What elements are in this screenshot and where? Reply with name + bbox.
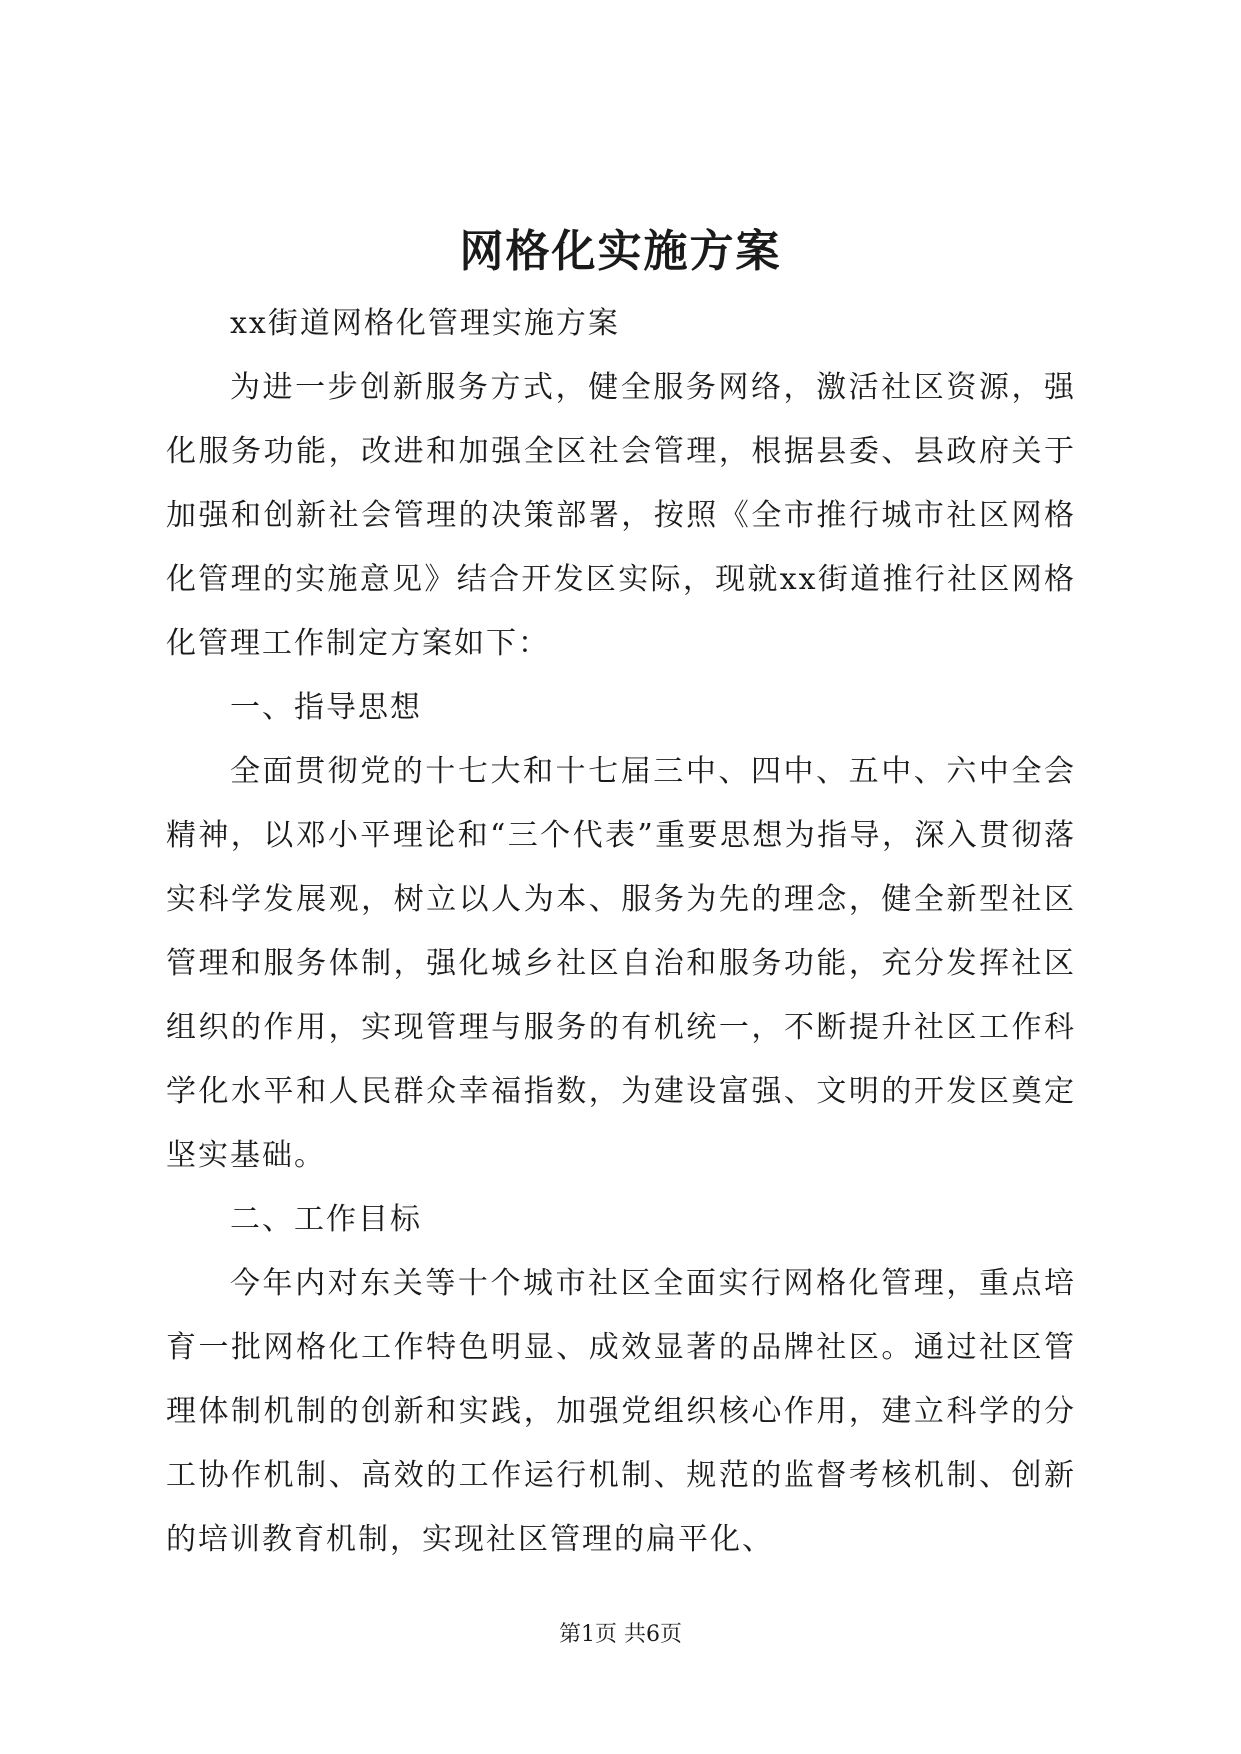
paragraph-subtitle: xx街道网格化管理实施方案 [230,306,620,341]
document-body [166,292,1076,1572]
paragraph-guiding-thought: 全面贯彻党的十七大和十七届三中、四中、五中、六中全会精神，以邓小平理论和“三个代表”重要思想为指导，深入贯彻落实科学发展观，树立以人为本、服务为先的理念，健全新型社区管理和服务体制，强化城乡社区自治和服务功能，充分发挥社区组织的作用，实现管理与服务的有机统一，不断提升社区工作科学化水平和人民群众幸福指数，为建设富强、文明的开发区奠定坚实基础。 [166,754,1076,1173]
paragraph-intro: 为进一步创新服务方式，健全服务网络，激活社区资源，强化服务功能，改进和加强全区社会管理，根据县委、县政府关于加强和创新社会管理的决策部署，按照《全市推行城市社区网格化管理的实施意见》结合开发区实际，现就xx街道推行社区网格化管理工作制定方案如下： [166,370,1076,661]
section-heading-guiding-thought: 一、指导思想 [230,690,422,725]
document-title: 网格化实施方案 [459,226,782,277]
section-heading-work-goals: 二、工作目标 [230,1202,422,1237]
paragraph-work-goals: 今年内对东关等十个城市社区全面实行网格化管理，重点培育一批网格化工作特色明显、成效显著的品牌社区。通过社区管理体制机制的创新和实践，加强党组织核心作用，建立科学的分工协作机制、高效的工作运行机制、规范的监督考核机制、创新的培训教育机制，实现社区管理的扁平化、 [166,1266,1076,1557]
page-footer: 第1页 共6页 [559,1622,682,1647]
